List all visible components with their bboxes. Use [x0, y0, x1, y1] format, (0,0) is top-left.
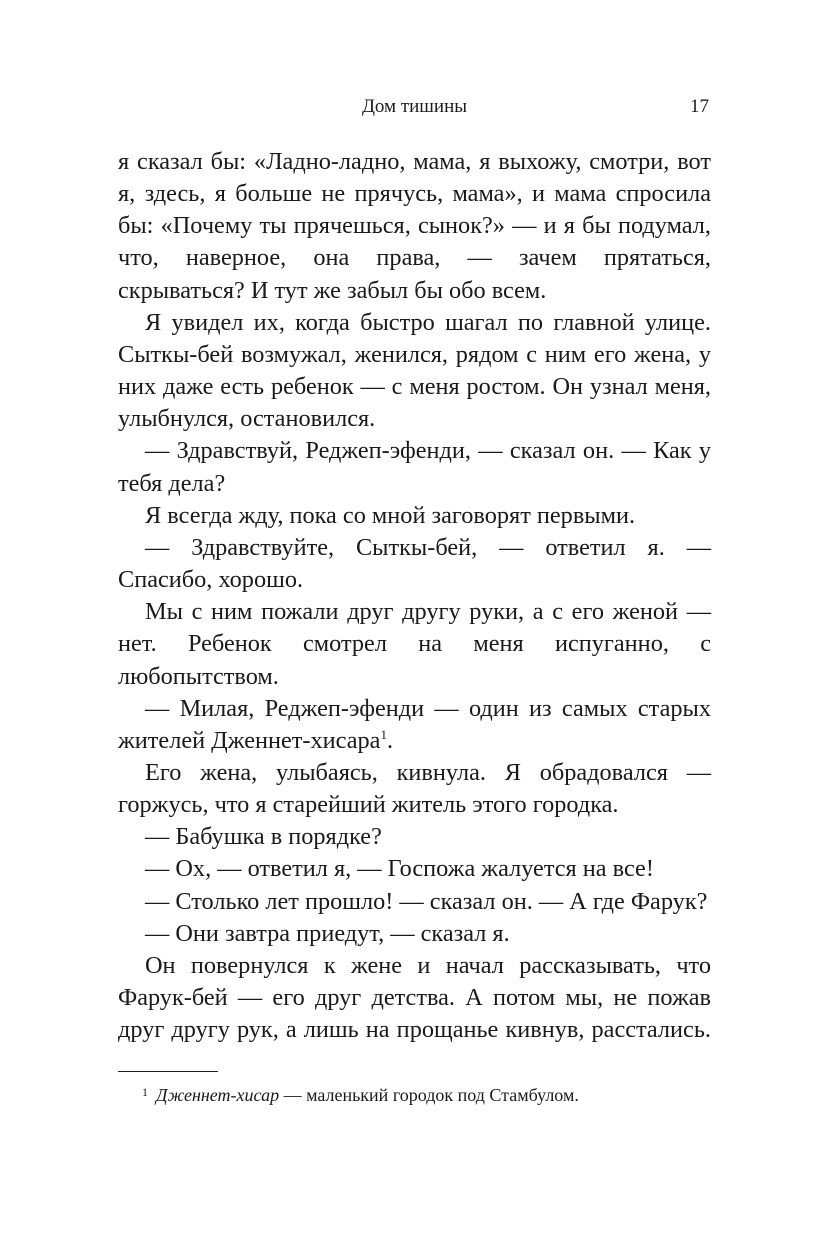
- paragraph: — Столько лет прошло! — сказал он. — А где Фарук?: [145, 887, 708, 915]
- paragraph: — Они завтра приедут, — сказал я.: [145, 919, 510, 947]
- body-text: [118, 146, 711, 1046]
- paragraph: я сказал бы: «Ладно-ладно, мама, я выхожу, смотри, вот я, здесь, я больше не прячусь, мама», и мама спросила бы: «Почему ты прячешься, сынок?» — и я бы подумал, что, наверное, она права, — зачем прятаться, скрываться? И тут же забыл бы обо всем.: [118, 148, 711, 304]
- footnote-reference[interactable]: 1: [380, 726, 387, 742]
- paragraph-end-punctuation: .: [386, 726, 394, 754]
- paragraph: Мы с ним пожали друг другу руки, а с его женой — нет. Ребенок смотрел на меня испуганно, с любопытством.: [118, 598, 711, 690]
- book-page: [118, 0, 711, 1240]
- footnote-text: — маленький городок под Стамбулом.: [279, 1085, 579, 1105]
- footnote-mark: 1: [142, 1085, 148, 1099]
- paragraph: Я увидел их, когда быстро шагал по главной улице. Сыткы-бей возмужал, женился, рядом с ним его жена, у них даже есть ребенок — с меня ростом. Он узнал меня, улыбнулся, остановился.: [118, 308, 711, 433]
- footnote: [142, 1080, 711, 1107]
- paragraph: — Здравствуй, Реджеп-эфенди, — сказал он. — Как у тебя дела?: [118, 437, 711, 497]
- paragraph: — Здравствуйте, Сыткы-бей, — ответил я. — Спасибо, хорошо.: [118, 533, 711, 594]
- page-number: 17: [690, 96, 709, 117]
- footnote-term: Дженнет-хисар: [156, 1085, 280, 1105]
- paragraph: Я всегда жду, пока со мной заговорят первыми.: [145, 501, 636, 529]
- paragraph-with-footnote: [118, 693, 711, 757]
- paragraph: — Бабушка в порядке?: [145, 823, 382, 851]
- running-head: [118, 96, 711, 124]
- paragraph: Его жена, улыбаясь, кивнула. Я обрадовался — горжусь, что я старейший житель этого городка.: [118, 758, 711, 819]
- paragraph: Он повернулся к жене и начал рассказывать, что Фарук-бей — его друг детства. А потом мы, не пожав друг другу рук, а лишь на прощанье кивнув, расстались.: [118, 951, 711, 1044]
- footnote-divider: [118, 1071, 218, 1072]
- paragraph: — Ох, — ответил я, — Госпожа жалуется на все!: [145, 855, 654, 883]
- running-title: Дом тишины: [361, 96, 468, 117]
- paragraph-text: — Милая, Реджеп-эфенди — один из самых старых жителей Дженнет-хисара: [118, 694, 711, 754]
